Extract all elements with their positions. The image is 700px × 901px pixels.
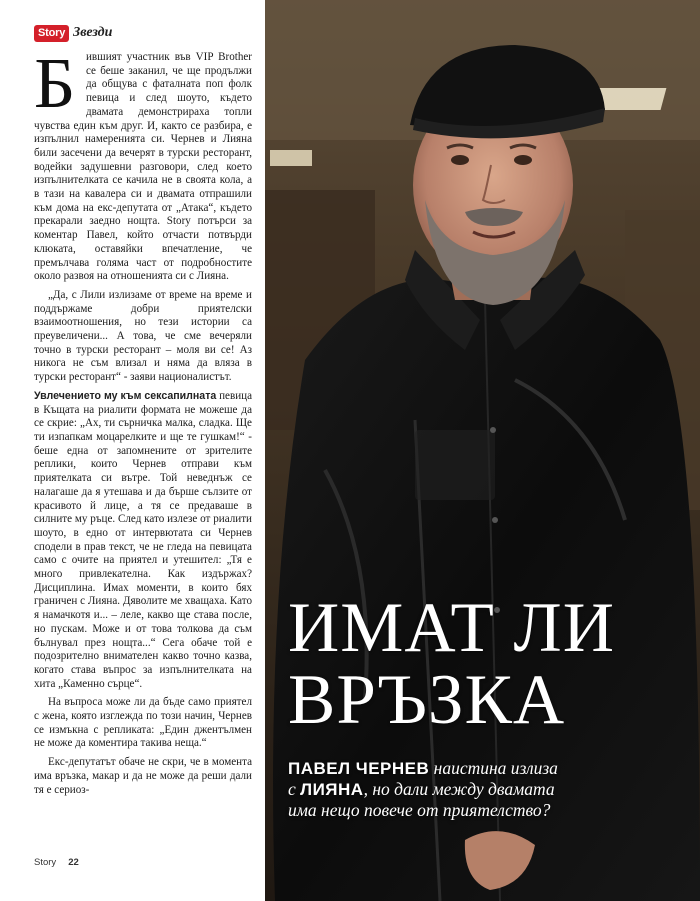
page-header [34, 24, 112, 42]
paragraph: Екс-депутатът обаче не скри, че в момента има връзка, макар и да не може да реши дали тя е сериоз- [34, 756, 252, 796]
quote-paragraph: „Да, с Лили излизаме от време на време и поддържаме добри приятелски взаимоотношения, но тези истории са преувеличени... А това, че сме вечеряли точно в турски ресторант – моля ви се! Аз никога не съм влизал и няма да вляза в турски ресторант“ - заяви националистът. [34, 288, 252, 384]
deck-text-1: наистина излиза с [288, 758, 558, 799]
page-footer [34, 857, 79, 868]
deck-text-2: , но дали между двамата има нещо повече от приятелство? [288, 779, 555, 820]
section-label: Звезди [73, 25, 113, 40]
subhead-paragraph [34, 390, 252, 691]
article-deck [288, 758, 563, 821]
headline-line-2: ВРЪЗКА [288, 661, 566, 739]
intro-paragraph [34, 43, 252, 284]
paragraph: На въпроса може ли да бъде само приятел с жена, която изглежда по този начин, Чернев се измъкна с репликата: „Един джентълмен не може да коментира такива неща.“ [34, 696, 252, 750]
footer-magazine-name: Story [34, 857, 57, 868]
magazine-logo: Story [34, 25, 69, 42]
article-body [34, 43, 252, 802]
deck-name-2: ЛИЯНА [300, 780, 364, 799]
intro-text: ившият участник във VIP Brother се беше заканил, че ще продължи да общува с фаталната поп фолк певица и след шоуто, където двамата демонстрираха топли чувства един към друг. И, както се разбира, е изпълнил намеренията си. Чернев и Лияна били засечени да вечерят в турски ресторант, водейки задушевни разговори, след което изпълнителката се качила не в своята кола, а в тази на кавалера си и двамата отпрашили към дома на екс-депутата от „Атака“, където прекарали заедно нощта. Story потърси за коментар Павел, който отчасти потвърди клюката, оставяйки впечатление, че премълчава голяма част от подробностите около развоя на отношенията си с Лияна. [34, 51, 252, 283]
headline-line-1: ИМАТ ЛИ [288, 589, 615, 667]
article-headline [288, 589, 693, 739]
deck-name-1: ПАВЕЛ ЧЕРНЕВ [288, 759, 430, 778]
paragraph-text: певица в Къщата на риалити формата не можеше да се скрие: „Ах, ти сърничка малка, сладка. Ще ти изпапкам моцарелките и ще те гушкам!“ - беше една от запомнените от зрителите реплики, които Чернев отправи към приятелката си вътре. Той неведнъж се налагаше да я утешава и да бърше сълзите от красивото й лице, а тя се предаваше в силните му ръце. След като излезе от риалити шоуто, в едно от интервютата си Чернев сподели в прав текст, че не гледа на певицата само с очите на приятел и утешител: „Тя е много привлекателна. Как издържах? Дисциплина. Имах моменти, в които бях граничен с Лияна. Дяволите ме хващаха. Като я намачкотя и... – леле, какво ще става после, но пускам. Може и от това толкова да съм бълнувал през нощта...“ Сега обаче той е подозрително внимателен какво точно казва, когато става въпрос за изпълнителката на хита „Каменно сърце“. [34, 389, 252, 690]
article-subhead: Увлечението му към сексапилната [34, 389, 217, 402]
drop-cap: Б [34, 43, 76, 123]
page-number: 22 [68, 857, 79, 868]
